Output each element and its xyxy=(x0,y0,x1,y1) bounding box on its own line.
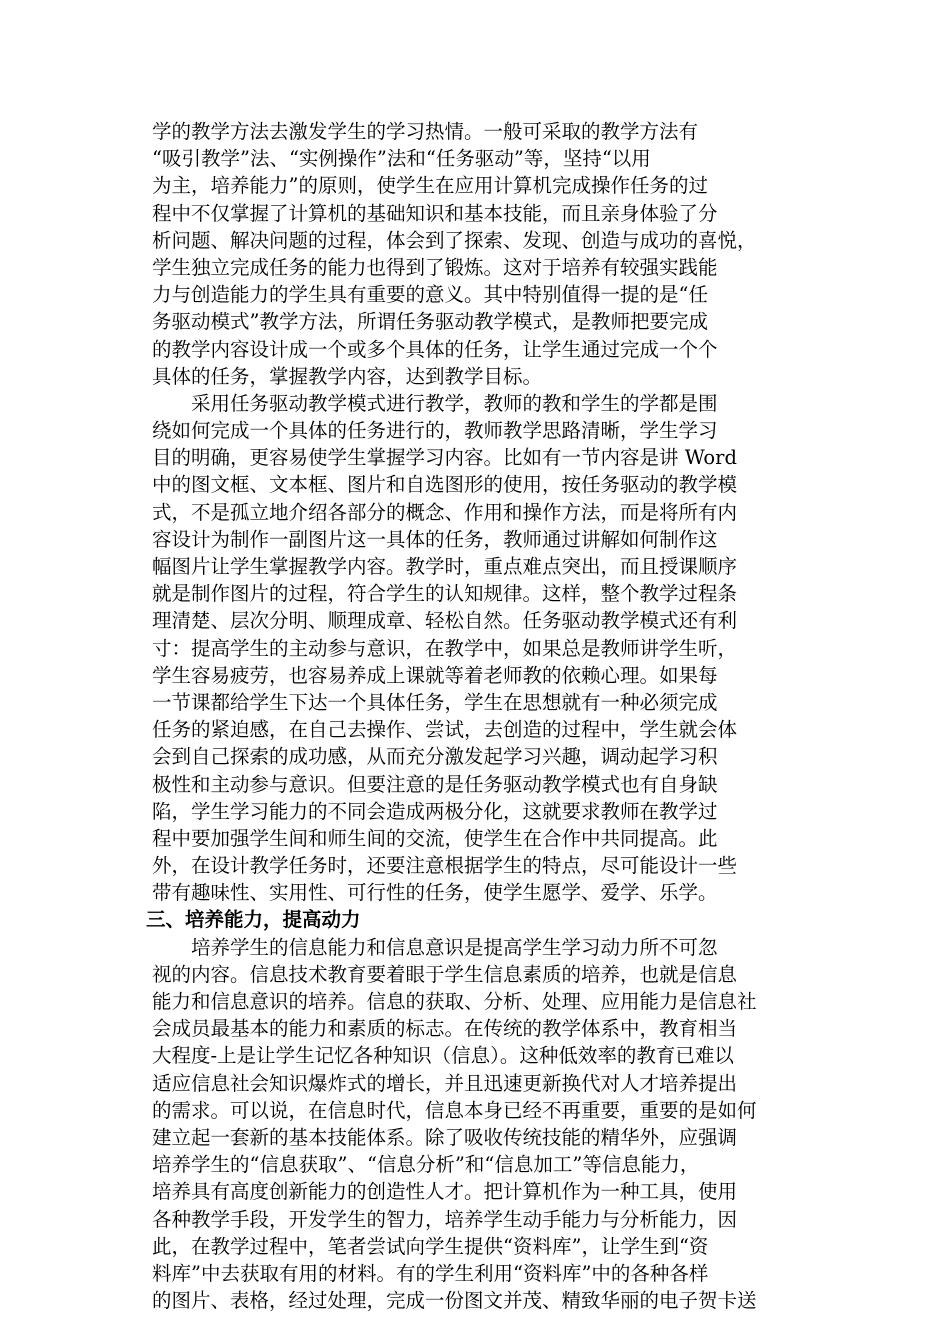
text-line: 培养学生的信息能力和信息意识是提高学生学习动力所不可忽 xyxy=(152,935,718,959)
text-line: 就是制作图片的过程，符合学生的认知规律。这样，整个教学过程条 xyxy=(152,582,738,606)
text-line: 建立起一套新的基本技能体系。除了吸收传统技能的精华外，应强调 xyxy=(152,1125,738,1149)
text-line: 程中要加强学生间和师生间的交流，使学生在合作中共同提高。此 xyxy=(152,826,718,850)
text-line: 料库”中去获取有用的材料。有的学生利用“资料库”中的各种各样 xyxy=(152,1261,709,1285)
text-line: 此，在教学过程中，笔者尝试向学生提供“资料库”，让学生到“资 xyxy=(152,1234,709,1258)
text-line: 中的图文框、文本框、图片和自选图形的使用，按任务驱动的教学模 xyxy=(152,473,738,497)
text-line: 培养具有高度创新能力的创造性人才。把计算机作为一种工具，使用 xyxy=(152,1180,738,1204)
text-line: 能力和信息意识的培养。信息的获取、分析、处理、应用能力是信息社 xyxy=(152,990,757,1013)
text-line: 极性和主动参与意识。但要注意的是任务驱动教学模式也有自身缺 xyxy=(152,772,718,796)
text-line: 视的内容。信息技术教育要着眼于学生信息素质的培养，也就是信息 xyxy=(152,962,738,986)
text-line: 务驱动模式”教学方法，所谓任务驱动教学模式，是教师把要完成 xyxy=(152,310,708,334)
text-line: 会到自己探索的成功感，从而充分激发起学习兴趣，调动起学习积 xyxy=(152,745,718,769)
text-line: 一节课都给学生下达一个具体任务，学生在思想就有一种必须完成 xyxy=(152,690,718,714)
text-line: 幅图片让学生掌握教学内容。教学时，重点难点突出，而且授课顺序 xyxy=(152,555,738,578)
paragraph-block-1 xyxy=(152,118,814,906)
text-line: 学的教学方法去激发学生的学习热情。一般可采取的教学方法有 xyxy=(152,120,699,143)
section-heading: 三、培养能力，提高动力 xyxy=(146,908,361,932)
text-line: 具体的任务，掌握教学内容，达到教学目标。 xyxy=(152,364,543,388)
text-line: 的需求。可以说，在信息时代，信息本身已经不再重要，重要的是如何 xyxy=(152,1098,757,1122)
text-line: 采用任务驱动教学模式进行教学，教师的教和学生的学都是围 xyxy=(152,391,718,415)
text-line: 的图片、表格，经过处理，完成一份图文并茂、精致华丽的电子贺卡送 xyxy=(152,1289,757,1313)
text-line: 理清楚、层次分明、顺理成章、轻松自然。任务驱动教学模式还有利 xyxy=(152,609,738,633)
text-line: 目的明确，更容易使学生掌握学习内容。比如有一节内容是讲 Word xyxy=(152,446,737,470)
text-line: 会成员最基本的能力和素质的标志。在传统的教学体系中，教育相当 xyxy=(152,1017,738,1041)
text-line: 析问题、解决问题的过程，体会到了探索、发现、创造与成功的喜悦， xyxy=(152,228,757,252)
text-line: 学生独立完成任务的能力也得到了锻炼。这对于培养有较强实践能 xyxy=(152,255,718,279)
text-line: 学生容易疲劳，也容易养成上课就等着老师教的依赖心理。如果每 xyxy=(152,663,718,687)
text-line: 为主，培养能力”的原则，使学生在应用计算机完成操作任务的过 xyxy=(152,174,708,198)
paragraph-block-2 xyxy=(152,934,814,1315)
text-line: 培养学生的“信息获取”、“信息分析”和“信息加工”等信息能力， xyxy=(152,1153,700,1177)
text-line: 的教学内容设计成一个或多个具体的任务，让学生通过完成一个个 xyxy=(152,337,718,361)
text-line: 适应信息社会知识爆炸式的增长，并且迅速更新换代对人才培养提出 xyxy=(152,1071,738,1095)
text-line: 绕如何完成一个具体的任务进行的，教师教学思路清晰，学生学习 xyxy=(152,419,718,443)
text-line: 各种教学手段，开发学生的智力，培养学生动手能力与分析能力，因 xyxy=(152,1207,738,1231)
text-line: 容设计为制作一副图片这一具体的任务，教师通过讲解如何制作这 xyxy=(152,527,718,551)
text-line: 外，在设计教学任务时，还要注意根据学生的特点，尽可能设计一些 xyxy=(152,854,738,878)
document-page xyxy=(146,118,814,1314)
text-line: 陷，学生学习能力的不同会造成两极分化，这就要求教师在教学过 xyxy=(152,799,718,823)
text-line: 式，不是孤立地介绍各部分的概念、作用和操作方法，而是将所有内 xyxy=(152,500,738,524)
text-line: “吸引教学”法、“实例操作”法和“任务驱动”等，坚持“以用 xyxy=(152,147,651,171)
text-line: 带有趣味性、实用性、可行性的任务，使学生愿学、爱学、乐学。 xyxy=(152,881,718,905)
text-line: 寸：提高学生的主动参与意识，在教学中，如果总是教师讲学生听， xyxy=(152,636,738,660)
text-line: 大程度-上是让学生记忆各种知识（信息）。这种低效率的教育已难以 xyxy=(152,1044,734,1068)
text-line: 任务的紧迫感，在自己去操作、尝试，去创造的过程中，学生就会体 xyxy=(152,718,738,742)
text-line: 程中不仅掌握了计算机的基础知识和基本技能，而且亲身体验了分 xyxy=(152,201,718,225)
text-line: 力与创造能力的学生具有重要的意义。其中特别值得一提的是“任 xyxy=(152,283,708,307)
